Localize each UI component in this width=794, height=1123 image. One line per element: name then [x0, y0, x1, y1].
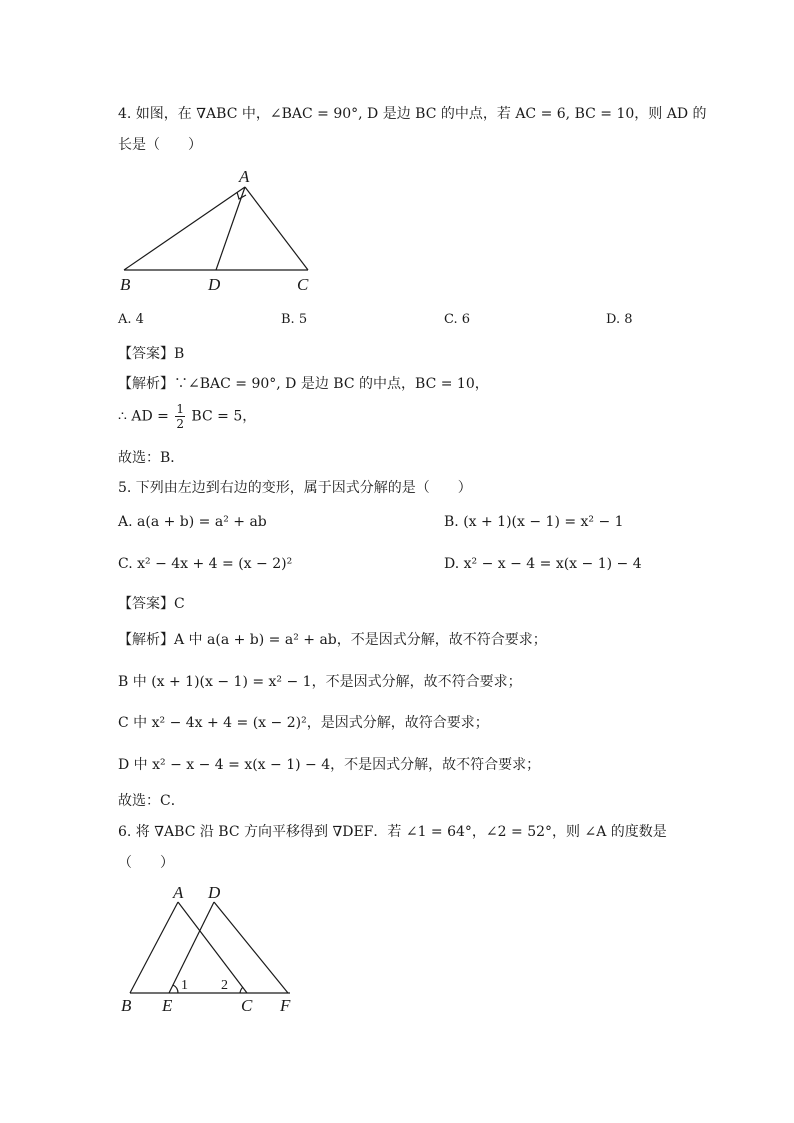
- q4-stem-line2: 长是（ ）: [118, 137, 202, 153]
- q6-angle2-arc: [240, 987, 243, 993]
- q4-answer: 【答案】B: [118, 346, 185, 362]
- q5-analysis-d: D 中 x² − x − 4 = x(x − 1) − 4，不是因式分解，故不符合要求；: [118, 757, 541, 773]
- q6-segment-ac: [178, 902, 247, 993]
- q5-stem: 5. 下列由左边到右边的变形，属于因式分解的是（ ）: [118, 480, 472, 496]
- q5-option-c[interactable]: C. x² − 4x + 4 = (x − 2)²: [118, 556, 293, 572]
- q5-option-b[interactable]: B. (x + 1)(x − 1) = x² − 1: [444, 514, 624, 530]
- q6-label-d: D: [208, 883, 221, 902]
- q4-label-d: D: [208, 275, 221, 294]
- q5-analysis-b: B 中 (x + 1)(x − 1) = x² − 1，不是因式分解，故不符合要求；: [118, 674, 522, 690]
- q4-option-b[interactable]: B. 5: [281, 312, 308, 327]
- q4-label-b: B: [120, 275, 131, 294]
- q4-fraction-denominator: 2: [176, 417, 184, 431]
- q6-label-b: B: [121, 996, 132, 1015]
- q4-label-c: C: [297, 275, 309, 294]
- q4-stem-line1: 4. 如图，在 ∇ABC 中，∠BAC = 90°, D 是边 BC 的中点，若 AC = 6, BC = 10，则 AD 的: [118, 106, 707, 122]
- q4-triangle-figure: [110, 162, 330, 297]
- q6-stem-line1: 6. 将 ∇ABC 沿 BC 方向平移得到 ∇DEF．若 ∠1 = 64°，∠2 = 52°，则 ∠A 的度数是: [118, 824, 667, 840]
- q4-analysis-line1: 【解析】∵∠BAC = 90°, D 是边 BC 的中点，BC = 10，: [118, 376, 489, 392]
- q4-option-a[interactable]: A. 4: [118, 312, 144, 327]
- q4-fraction-numerator: 1: [176, 402, 184, 416]
- q5-analysis-a: 【解析】A 中 a(a + b) = a² + ab，不是因式分解，故不符合要求；: [118, 632, 547, 648]
- q5-answer: 【答案】C: [118, 596, 185, 612]
- q4-label-a: A: [239, 167, 250, 186]
- q5-analysis-c: C 中 x² − 4x + 4 = (x − 2)²，是因式分解，故符合要求；: [118, 715, 489, 731]
- q6-label-c: C: [241, 996, 253, 1015]
- q6-angle1-label: 1: [181, 978, 188, 993]
- q6-translation-figure: [110, 880, 310, 1020]
- q6-angle1-arc: [173, 985, 178, 993]
- q6-angle2-label: 2: [221, 978, 228, 993]
- q4-segment-ad: [216, 187, 245, 270]
- q6-label-f: F: [280, 996, 291, 1015]
- q6-segment-ed: [169, 902, 214, 993]
- q5-option-d[interactable]: D. x² − x − 4 = x(x − 1) − 4: [444, 556, 642, 572]
- q4-option-c[interactable]: C. 6: [444, 312, 471, 327]
- q6-label-e: E: [162, 996, 173, 1015]
- q4-fraction-half: [175, 402, 185, 431]
- q4-analysis-suffix: BC = 5，: [191, 408, 257, 425]
- q5-option-a[interactable]: A. a(a + b) = a² + ab: [118, 514, 267, 530]
- q5-conclusion: 故选：C．: [118, 793, 185, 809]
- q6-label-a: A: [173, 883, 184, 902]
- q4-option-d[interactable]: D. 8: [606, 312, 633, 327]
- q4-segment-ab: [124, 187, 245, 270]
- q4-segment-ac: [245, 187, 308, 270]
- q6-stem-line2: （ ）: [118, 855, 174, 871]
- q4-conclusion: 故选：B．: [118, 450, 185, 466]
- q4-analysis-line2: [118, 402, 256, 431]
- q4-analysis-prefix: ∴ AD =: [118, 408, 169, 425]
- q6-segment-ba: [130, 902, 178, 993]
